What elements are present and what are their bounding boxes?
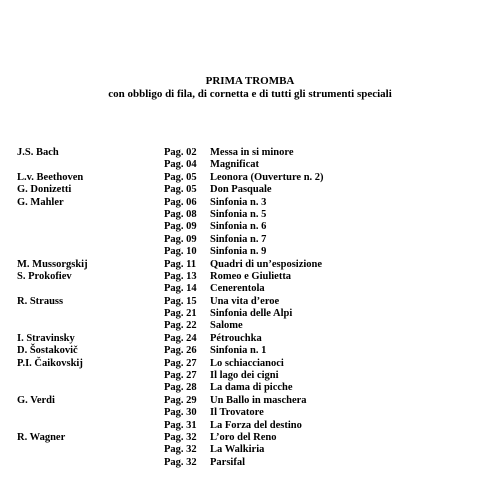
page-number: Pag. 31 <box>164 419 197 431</box>
list-item <box>0 296 500 308</box>
work-title: Il lago dei cigni <box>210 370 279 382</box>
composer-name: S. Prokofiev <box>17 270 72 282</box>
work-title: Il Trovatore <box>210 407 264 419</box>
list-item <box>0 358 500 370</box>
list-item <box>0 184 500 196</box>
work-title: Sinfonia n. 1 <box>210 345 267 357</box>
page-number: Pag. 26 <box>164 345 197 357</box>
page-number: Pag. 24 <box>164 332 197 344</box>
work-title: Cenerentola <box>210 283 265 295</box>
page-number: Pag. 13 <box>164 270 197 282</box>
document-subtitle: con obbligo di fila, di cornetta e di tutti gli strumenti speciali <box>108 88 392 100</box>
page-number: Pag. 32 <box>164 444 197 456</box>
list-item <box>0 197 500 209</box>
page-number: Pag. 32 <box>164 431 197 443</box>
page-number: Pag. 32 <box>164 456 197 468</box>
page-number: Pag. 15 <box>164 295 197 307</box>
composer-name: P.I. Čaikovskij <box>17 357 83 369</box>
list-item <box>0 420 500 432</box>
work-title: Sinfonia n. 7 <box>210 233 267 245</box>
work-title: Un Ballo in maschera <box>210 394 307 406</box>
list-item <box>0 320 500 332</box>
work-title: Sinfonia n. 9 <box>210 246 267 258</box>
list-item <box>0 444 500 456</box>
work-title: Pétrouchka <box>210 332 262 344</box>
work-title: Sinfonia delle Alpi <box>210 308 293 320</box>
composer-name: I. Stravinsky <box>17 332 75 344</box>
composer-name: M. Mussorgskij <box>17 258 88 270</box>
composer-name: J.S. Bach <box>17 147 59 158</box>
work-title: La Walkiria <box>210 444 265 456</box>
list-item <box>0 283 500 295</box>
list-item <box>0 432 500 444</box>
work-title: Messa in si minore <box>210 147 294 158</box>
page-number: Pag. 04 <box>164 159 197 171</box>
page-number: Pag. 09 <box>164 221 197 233</box>
work-title: Magnificat <box>210 159 259 171</box>
list-item <box>0 159 500 171</box>
work-title: Sinfonia n. 6 <box>210 221 267 233</box>
page-number: Pag. 21 <box>164 308 197 320</box>
page-number: Pag. 02 <box>164 147 197 158</box>
list-item <box>0 333 500 345</box>
page-number: Pag. 14 <box>164 283 197 295</box>
list-item <box>0 345 500 357</box>
page-number: Pag. 05 <box>164 184 197 196</box>
list-item <box>0 407 500 419</box>
list-item <box>0 147 500 159</box>
work-title: Salome <box>210 320 243 332</box>
page-number: Pag. 06 <box>164 196 197 208</box>
work-title: Don Pasquale <box>210 184 272 196</box>
work-title: Quadri di un’esposizione <box>210 258 323 270</box>
list-item <box>0 457 500 469</box>
page-number: Pag. 22 <box>164 320 197 332</box>
composer-name: L.v. Beethoven <box>17 171 84 183</box>
work-title: Parsifal <box>210 456 245 468</box>
list-item <box>0 221 500 233</box>
work-title: La Forza del destino <box>210 419 302 431</box>
composer-name: G. Mahler <box>17 196 64 208</box>
page-number: Pag. 08 <box>164 208 197 220</box>
work-title: L’oro del Reno <box>210 431 277 443</box>
list-item <box>0 308 500 320</box>
document-title: PRIMA TROMBA <box>205 75 295 87</box>
work-title: Romeo e Giulietta <box>210 270 292 282</box>
page-number: Pag. 28 <box>164 382 197 394</box>
list-item <box>0 209 500 221</box>
composer-name: R. Strauss <box>17 295 64 307</box>
list-item <box>0 271 500 283</box>
composer-name: D. Šostakovič <box>17 345 78 357</box>
composer-name: R. Wagner <box>17 431 66 443</box>
work-title: Una vita d’eroe <box>210 295 280 307</box>
contents-list <box>0 147 500 469</box>
work-title: Sinfonia n. 5 <box>210 208 267 220</box>
page-number: Pag. 30 <box>164 407 197 419</box>
page-number: Pag. 09 <box>164 233 197 245</box>
list-item <box>0 234 500 246</box>
list-item <box>0 259 500 271</box>
page-number: Pag. 10 <box>164 246 197 258</box>
page-number: Pag. 27 <box>164 357 197 369</box>
list-item <box>0 172 500 184</box>
page-number: Pag. 27 <box>164 370 197 382</box>
page-number: Pag. 11 <box>164 258 197 270</box>
list-item <box>0 395 500 407</box>
list-item <box>0 246 500 258</box>
composer-name: G. Verdi <box>17 394 55 406</box>
work-title: La dama di picche <box>210 382 293 394</box>
list-item <box>0 370 500 382</box>
page-number: Pag. 29 <box>164 394 197 406</box>
work-title: Lo schiaccianoci <box>210 357 284 369</box>
composer-name: G. Donizetti <box>17 184 72 196</box>
work-title: Leonora (Ouverture n. 2) <box>210 171 324 183</box>
work-title: Sinfonia n. 3 <box>210 196 267 208</box>
list-item <box>0 382 500 394</box>
page-number: Pag. 05 <box>164 171 197 183</box>
